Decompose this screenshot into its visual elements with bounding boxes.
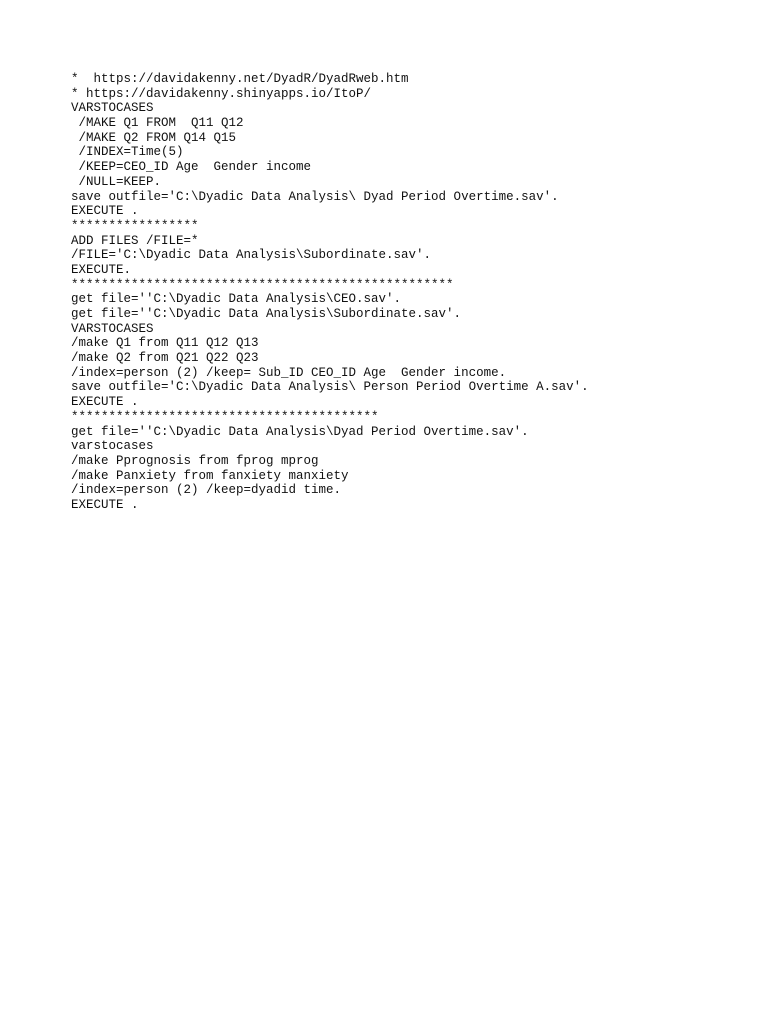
code-line: /index=person (2) /keep= Sub_ID CEO_ID Age Gender income. xyxy=(71,365,507,380)
code-line: VARSTOCASES xyxy=(71,101,154,116)
separator-line: *************************************************** xyxy=(71,277,454,292)
code-line: /KEEP=CEO_ID Age Gender income xyxy=(71,160,312,175)
code-line: /MAKE Q2 FROM Q14 Q15 xyxy=(71,130,237,145)
code-line: /MAKE Q1 FROM Q11 Q12 xyxy=(71,116,244,131)
code-line: /make Pprognosis from fprog mprog xyxy=(71,453,319,468)
code-line: save outfile='C:\Dyadic Data Analysis\ Dyad Period Overtime.sav'. xyxy=(71,189,559,204)
code-line: /index=person (2) /keep=dyadid time. xyxy=(71,483,342,498)
code-line: EXECUTE . xyxy=(71,204,139,219)
code-line: /make Q1 from Q11 Q12 Q13 xyxy=(71,336,259,351)
code-line: varstocases xyxy=(71,439,154,454)
code-line: /make Q2 from Q21 Q22 Q23 xyxy=(71,351,259,366)
code-line: EXECUTE . xyxy=(71,497,139,512)
syntax-code-block xyxy=(71,72,589,513)
code-line: get file=''C:\Dyadic Data Analysis\CEO.sav'. xyxy=(71,292,402,307)
code-line: /NULL=KEEP. xyxy=(71,174,162,189)
code-line: save outfile='C:\Dyadic Data Analysis\ Person Period Overtime A.sav'. xyxy=(71,380,589,395)
code-line-url-1: * https://davidakenny.net/DyadR/DyadRweb.htm xyxy=(71,72,409,86)
code-line: ADD FILES /FILE=* xyxy=(71,233,199,248)
code-line: EXECUTE. xyxy=(71,262,132,277)
code-line: /FILE='C:\Dyadic Data Analysis\Subordinate.sav'. xyxy=(71,248,432,263)
code-line: /make Panxiety from fanxiety manxiety xyxy=(71,468,349,483)
code-line: EXECUTE . xyxy=(71,395,139,410)
code-line: get file=''C:\Dyadic Data Analysis\Dyad Period Overtime.sav'. xyxy=(71,424,529,439)
code-line: VARSTOCASES xyxy=(71,321,154,336)
code-line-url-2: * https://davidakenny.shinyapps.io/ItoP/ xyxy=(71,86,372,101)
code-line: get file=''C:\Dyadic Data Analysis\Subordinate.sav'. xyxy=(71,307,462,321)
code-line: /INDEX=Time(5) xyxy=(71,145,184,160)
separator-line: ***************************************** xyxy=(71,409,379,424)
separator-line: ***************** xyxy=(71,218,199,233)
